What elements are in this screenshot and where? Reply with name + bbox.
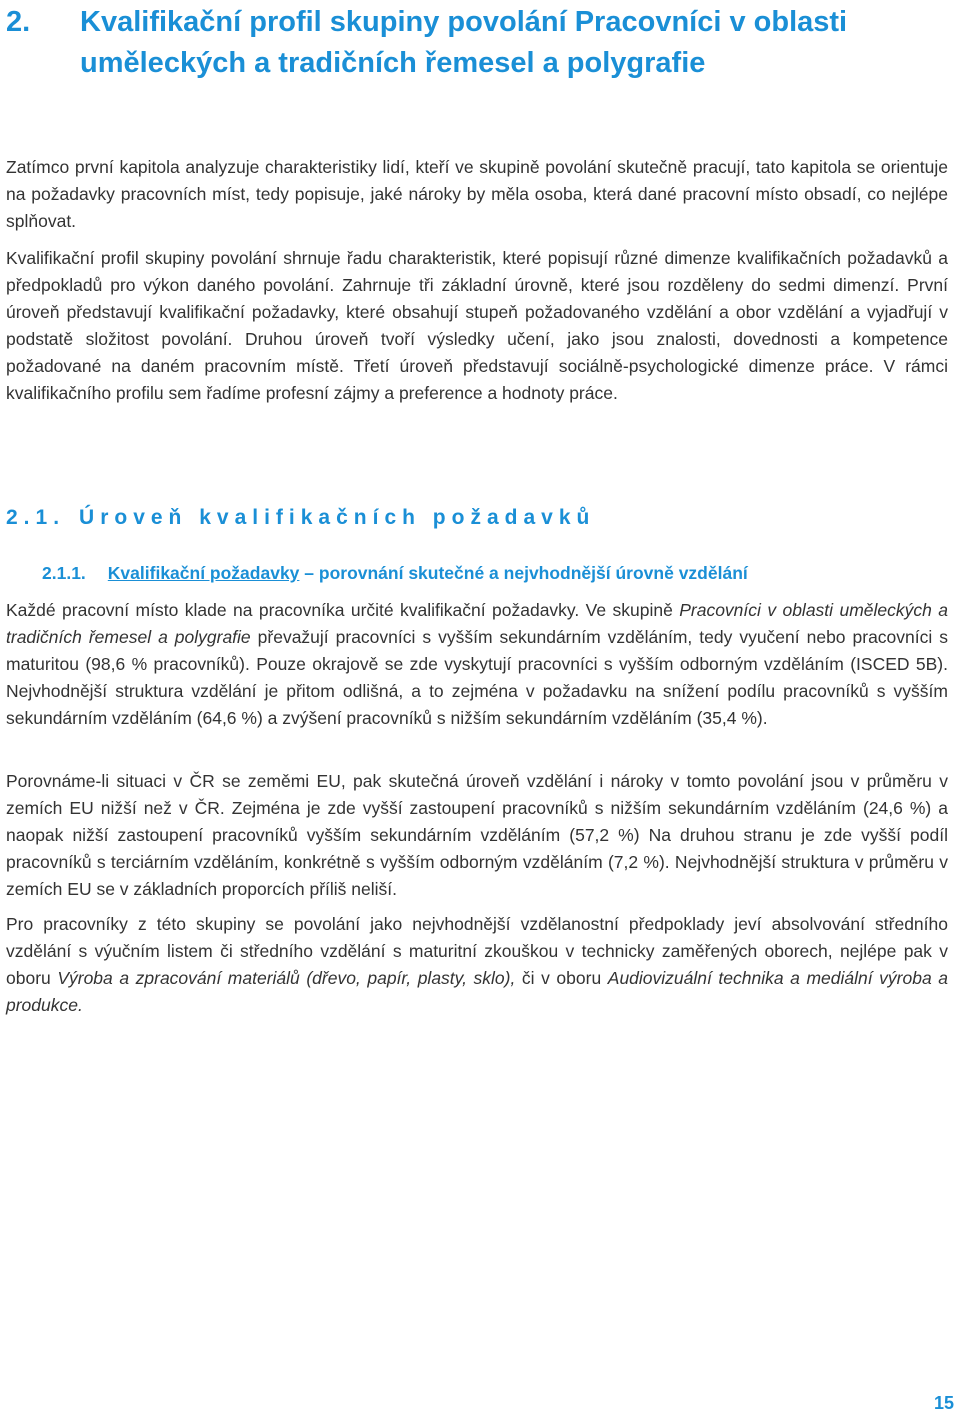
section-title: Úroveň kvalifikačních požadavků [79, 506, 596, 529]
subsection-title-rest: – porovnání skutečné a nejvhodnější úrovně vzdělání [299, 563, 748, 583]
intro-paragraph-2 [6, 245, 948, 406]
intro-paragraph-2-text: Kvalifikační profil skupiny povolání shrnuje řadu charakteristik, které popisují různé dimenze kvalifikačních požadavků a předpokladů pro výkon daného povolání. Zahrnuje tři základní úrovně, které jsou rozděleny do sedmi dimenzí. První úroveň představují kvalifikační požadavky, které obsahují stupeň požadovaného vzdělání a obor vzdělání a vyjadřují v podstatě složitost povolání. Druhou úroveň tvoří výsledky učení, jako jsou znalosti, dovednosti a kompetence požadované na daném pracovním místě. Třetí úroveň představují sociálně-psychologické dimenze práce. V rámci kvalifikačního profilu sem řadíme profesní zájmy a preference a hodnoty práce. [6, 248, 948, 403]
intro-paragraph-1 [6, 154, 948, 235]
body-paragraph-2 [6, 768, 948, 903]
body-p1-part-b: převažují pracovníci s vyšším sekundárním vzděláním, tedy vyučení nebo pracovníci s maturitou (98,6 % pracovníků). Pouze okrajově se zde vyskytují pracovníci s vyšším odborným vzděláním (ISCED 5B). Nejvhodnější struktura vzdělání je přitom odlišná, a to zejména v požadavku na snížení podílu pracovníků s vyšším sekundárním vzděláním (64,6 %) a zvýšení pracovníků s nižším sekundárním vzděláním (35,4 %). [6, 626, 948, 728]
subsection-heading [42, 563, 748, 584]
chapter-title-line-2: uměleckých a tradičních řemesel a polygrafie [80, 47, 706, 79]
body-p3-italic-2: Audiovizuální technika a mediální výroba a produkce. [6, 967, 948, 1015]
section-heading [6, 506, 595, 530]
subsection-title [108, 563, 748, 583]
body-paragraph-3 [6, 911, 948, 1019]
body-p1-part-a: Každé pracovní místo klade na pracovníka určité kvalifikační požadavky. Ve skupině [6, 600, 680, 620]
intro-paragraph-1-text: Zatímco první kapitola analyzuje charakteristiky lidí, kteří ve skupině povolání skutečně pracují, tato kapitola se orientuje na požadavky pracovních míst, tedy popisuje, jaké nároky by měla osoba, která dané pracovní místo obsadí, co nejlépe splňovat. [6, 157, 948, 231]
page-number: 15 [933, 1393, 954, 1413]
body-paragraph-1-text [6, 597, 948, 732]
section-number: 2.1. [6, 506, 66, 529]
chapter-title-line-1: Kvalifikační profil skupiny povolání Pracovníci v oblasti [80, 6, 848, 38]
body-p3-part-b: či v oboru [515, 967, 608, 988]
body-p3-part-a: Pro pracovníky z této skupiny se povolání jako nejvhodnější vzdělanostní předpoklady jeví absolvování středního vzdělání s výučním listem či středního vzdělání s maturitní zkouškou v technicky zaměřených oborech, nejlépe pak v oboru [6, 914, 948, 988]
subsection-title-underlined: Kvalifikační požadavky [107, 563, 300, 583]
body-paragraph-1 [6, 597, 948, 732]
body-paragraph-3-text [6, 911, 948, 1019]
body-p1-italic: Pracovníci v oblasti uměleckých a tradičních řemesel a polygrafie [6, 600, 948, 647]
subsection-number: 2.1.1. [42, 563, 86, 583]
chapter-number: 2. [6, 6, 31, 38]
body-paragraph-2-text: Porovnáme-li situaci v ČR se zeměmi EU, pak skutečná úroveň vzdělání i nároky v tomto povolání jsou v průměru v zemích EU nižší než v ČR. Zejména je zde vyšší zastoupení pracovníků s nižším sekundárním vzděláním (24,6 %) a naopak nižší zastoupení pracovníků vyšším sekundárním vzděláním (57,2 %) Na druhou stranu je zde vyšší podíl pracovníků s terciárním vzděláním, konkrétně s vyšším odborným vzděláním (7,2 %). Nejvhodnější struktura v průměru v zemích EU se v základních proporcích příliš neliší. [6, 771, 948, 899]
body-p3-italic-1: Výroba a zpracování materiálů (dřevo, papír, plasty, sklo), [57, 967, 516, 988]
